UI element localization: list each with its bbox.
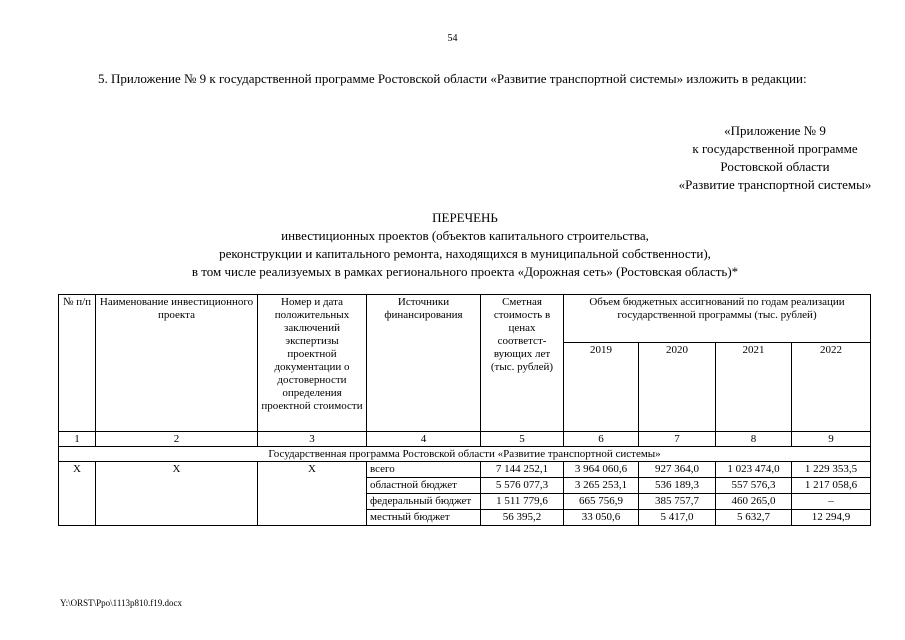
header-name: Наименование инвестиционного проекта bbox=[96, 295, 258, 432]
header-cost: Сметная стоимость в ценах соответст-вующих лет (тыс. рублей) bbox=[481, 295, 564, 432]
header-year: 2019 bbox=[564, 343, 639, 432]
value-cell: 927 364,0 bbox=[639, 462, 716, 478]
title-line: инвестиционных проектов (объектов капитального строительства, bbox=[281, 228, 649, 243]
column-index: 7 bbox=[639, 432, 716, 447]
value-cell: 3 265 253,1 bbox=[564, 478, 639, 494]
source-cell: федеральный бюджет bbox=[367, 494, 481, 510]
table-row bbox=[59, 462, 871, 478]
cost-cell: 56 395,2 bbox=[481, 510, 564, 526]
group-num: Х bbox=[59, 462, 96, 526]
value-cell: 1 217 058,6 bbox=[792, 478, 871, 494]
column-index: 5 bbox=[481, 432, 564, 447]
value-cell: 5 417,0 bbox=[639, 510, 716, 526]
intro-paragraph: 5. Приложение № 9 к государственной программе Ростовской области «Развитие транспортной системы» изложить в редакции: bbox=[98, 71, 807, 86]
column-index: 1 bbox=[59, 432, 96, 447]
cost-cell: 5 576 077,3 bbox=[481, 478, 564, 494]
value-cell: 536 189,3 bbox=[639, 478, 716, 494]
header-year: 2022 bbox=[792, 343, 871, 432]
header-expertise: Номер и дата положительных заключений экспертизы проектной документации о достоверности определения проектной стоимости bbox=[258, 295, 367, 432]
group-expertise: Х bbox=[258, 462, 367, 526]
document-title bbox=[0, 209, 905, 281]
source-cell: местный бюджет bbox=[367, 510, 481, 526]
title-line: в том числе реализуемых в рамках регионального проекта «Дорожная сеть» (Ростовская область)* bbox=[191, 264, 739, 279]
appendix-line: «Развитие транспортной системы» bbox=[678, 177, 872, 192]
value-cell: 557 576,3 bbox=[716, 478, 792, 494]
cost-cell: 1 511 779,6 bbox=[481, 494, 564, 510]
header-year: 2021 bbox=[716, 343, 792, 432]
appendix-line: Ростовской области bbox=[720, 159, 830, 174]
file-path-footer: Y:\ORST\Ppo\1113p810.f19.docx bbox=[60, 598, 183, 608]
column-index: 4 bbox=[367, 432, 481, 447]
header-sources: Источники финансирования bbox=[367, 295, 481, 432]
column-index: 3 bbox=[258, 432, 367, 447]
program-title: Государственная программа Ростовской области «Развитие транспортной системы» bbox=[59, 447, 871, 462]
value-cell: 5 632,7 bbox=[716, 510, 792, 526]
value-cell: 665 756,9 bbox=[564, 494, 639, 510]
appendix-line: к государственной программе bbox=[692, 141, 858, 156]
column-index-row bbox=[59, 432, 871, 447]
column-index: 9 bbox=[792, 432, 871, 447]
source-cell: областной бюджет bbox=[367, 478, 481, 494]
value-cell: – bbox=[792, 494, 871, 510]
value-cell: 12 294,9 bbox=[792, 510, 871, 526]
cost-cell: 7 144 252,1 bbox=[481, 462, 564, 478]
source-cell: всего bbox=[367, 462, 481, 478]
program-row bbox=[59, 447, 871, 462]
column-index: 2 bbox=[96, 432, 258, 447]
value-cell: 460 265,0 bbox=[716, 494, 792, 510]
investment-projects-table bbox=[58, 294, 871, 526]
value-cell: 385 757,7 bbox=[639, 494, 716, 510]
header-volume: Объем бюджетных ассигнований по годам реализации государственной программы (тыс. рублей) bbox=[564, 295, 871, 343]
page-number: 54 bbox=[447, 33, 458, 44]
column-index: 6 bbox=[564, 432, 639, 447]
column-index: 8 bbox=[716, 432, 792, 447]
header-year: 2020 bbox=[639, 343, 716, 432]
title-heading: ПЕРЕЧЕНЬ bbox=[432, 210, 498, 225]
group-name: Х bbox=[96, 462, 258, 526]
header-num: № п/п bbox=[59, 295, 96, 432]
value-cell: 1 023 474,0 bbox=[716, 462, 792, 478]
appendix-line: «Приложение № 9 bbox=[724, 123, 826, 138]
appendix-header bbox=[560, 122, 905, 194]
title-line: реконструкции и капитального ремонта, находящихся в муниципальной собственности), bbox=[219, 246, 711, 261]
value-cell: 3 964 060,6 bbox=[564, 462, 639, 478]
value-cell: 33 050,6 bbox=[564, 510, 639, 526]
value-cell: 1 229 353,5 bbox=[792, 462, 871, 478]
